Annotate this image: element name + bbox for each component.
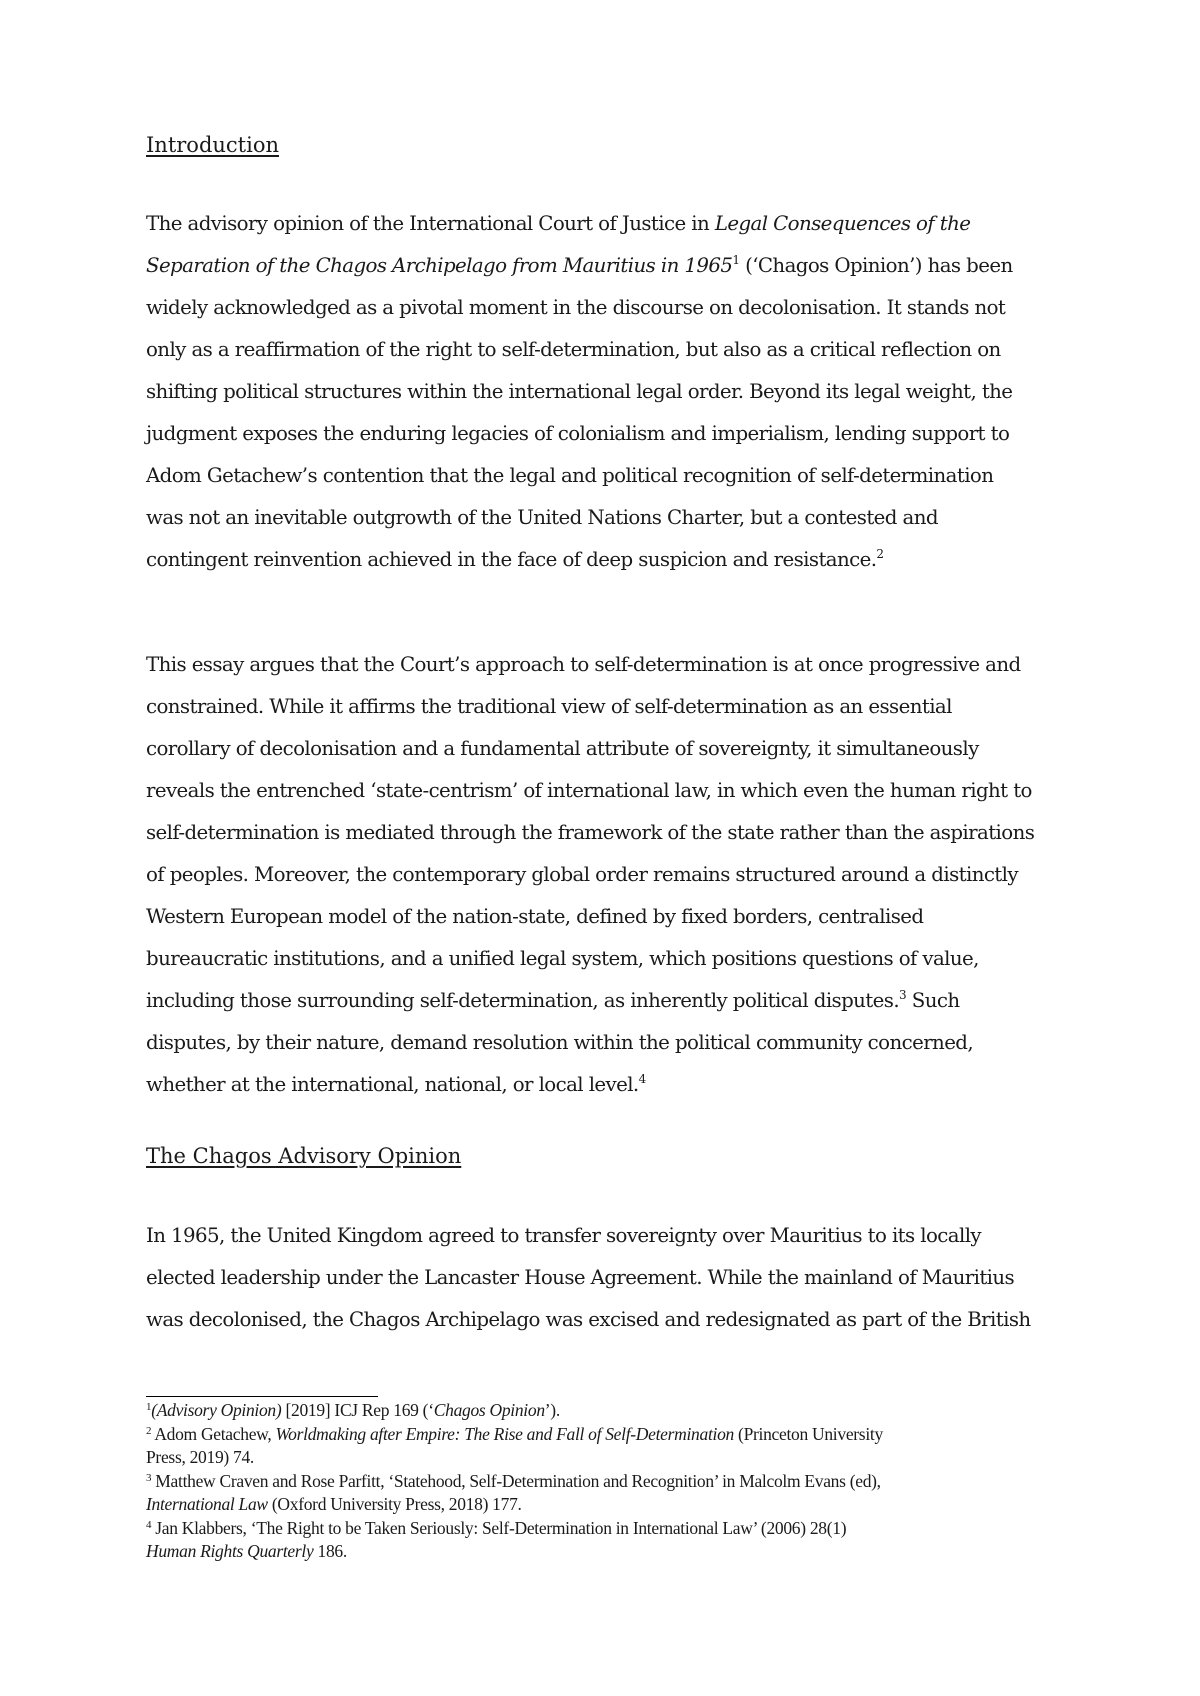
footnote-ref-1[interactable]: 1 [732,253,740,267]
footnotes [146,1399,1066,1564]
text-line: only as a reaffirmation of the right to self-determination, but also as a critical reflection on [146,338,1001,361]
text-line: disputes, by their nature, demand resolution within the political community concerned, [146,1031,974,1054]
intro-paragraph-2 [146,644,1071,1106]
case-title: Legal Consequences of the [714,212,971,235]
footnote-number: 3 [146,1471,152,1484]
text-line: Separation of the Chagos Archipelago from Mauritius in 1965$^1$ (‘Chagos Opinion’) has been [146,253,1013,277]
text-line: self-determination is mediated through the framework of the state rather than the aspirations [146,821,1035,844]
intro-paragraph-1 [146,203,1071,581]
text-line: judgment exposes the enduring legacies of colonialism and imperialism, lending support to [146,422,1010,445]
text-line: In 1965, the United Kingdom agreed to transfer sovereignty over Mauritius to its locally [146,1224,982,1247]
text-line: The advisory opinion of the International Court of Justice in Legal Consequences of the [146,212,971,235]
section-heading-introduction: Introduction [146,133,279,157]
text-line: constrained. While it affirms the traditional view of self-determination as an essential [146,695,952,718]
chagos-paragraph-1 [146,1215,1071,1341]
text-line: This essay argues that the Court’s approach to self-determination is at once progressive and [146,653,1021,676]
text-line: was not an inevitable outgrowth of the United Nations Charter, but a contested and [146,506,938,529]
footnote-3: $^3$ Matthew Craven and Rose Parfitt, ‘Statehood, Self-Determination and Recognition’ in Malcolm Evans (ed), International Law (Oxford University Press, 2018) 177. [146,1470,881,1514]
footnote-number: 2 [146,1424,152,1437]
text-line: contingent reinvention achieved in the face of deep suspicion and resistance.$^2$ [146,547,884,571]
text-line: shifting political structures within the international legal order. Beyond its legal weight, the [146,380,1013,403]
text-line: reveals the entrenched ‘state-centrism’ of international law, in which even the human right to [146,779,1032,802]
text-line: was decolonised, the Chagos Archipelago was excised and redesignated as part of the British [146,1308,1031,1331]
text-line: bureaucratic institutions, and a unified legal system, which positions questions of value, [146,947,979,970]
footnote-number: 1 [146,1401,152,1413]
case-title: Separation of the Chagos Archipelago from Mauritius in 1965 [146,254,733,277]
text-line: Adom Getachew’s contention that the legal and political recognition of self-determination [146,464,994,487]
footnote-separator [146,1396,378,1397]
text-line: Western European model of the nation-state, defined by fixed borders, centralised [146,905,924,928]
footnote-ref-3[interactable]: 3 [899,988,907,1002]
text-line: of peoples. Moreover, the contemporary global order remains structured around a distinctly [146,863,1018,886]
footnote-ref-4[interactable]: 4 [638,1072,646,1086]
footnote-1: $^1$(Advisory Opinion) [2019] ICJ Rep 169 (‘Chagos Opinion’). [146,1400,560,1420]
text-line: whether at the international, national, or local level.$^4$ [146,1072,646,1096]
text-line: widely acknowledged as a pivotal moment in the discourse on decolonisation. It stands not [146,296,1006,319]
footnote-ref-2[interactable]: 2 [876,547,884,561]
text-line: corollary of decolonisation and a fundamental attribute of sovereignty, it simultaneously [146,737,979,760]
footnote-4: $^4$ Jan Klabbers, ‘The Right to be Taken Seriously: Self-Determination in International Law’ (2006) 28(1) Human Rights Quarterly 186. [146,1517,847,1561]
text-line: elected leadership under the Lancaster House Agreement. While the mainland of Mauritius [146,1266,1015,1289]
section-heading-chagos: The Chagos Advisory Opinion [146,1144,462,1168]
footnote-2: $^2$ Adom Getachew, Worldmaking after Empire: The Rise and Fall of Self-Determination (Princeton University Press, 2019) 74. [146,1423,883,1467]
footnote-number: 4 [146,1518,152,1531]
text-line: including those surrounding self-determination, as inherently political disputes.$^3$ Such [146,988,960,1012]
